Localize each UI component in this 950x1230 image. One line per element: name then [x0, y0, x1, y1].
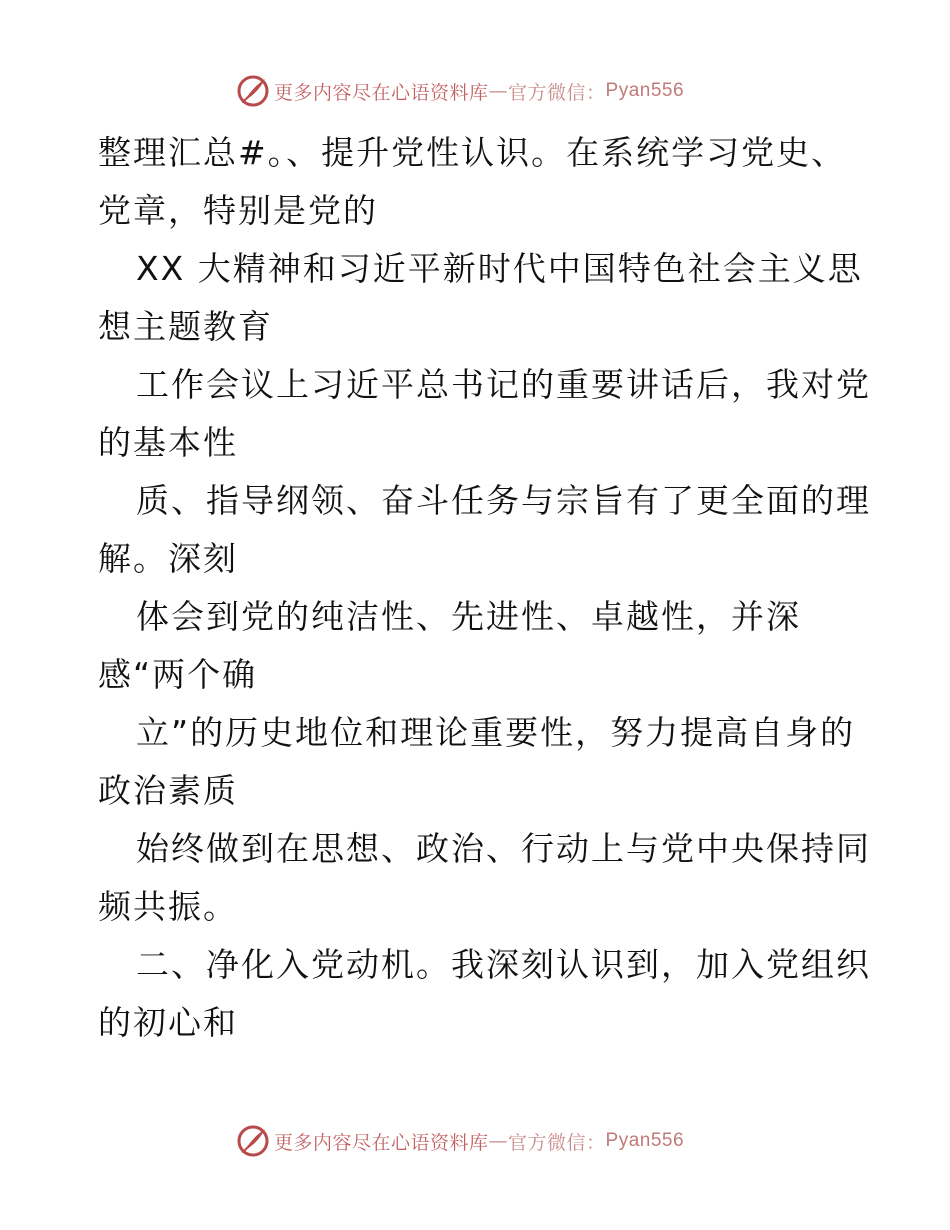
text-line: 的初心和 — [98, 1003, 238, 1042]
text-line: 政治素质 — [98, 771, 238, 810]
watermark-contact-id: Pyan556 — [605, 80, 685, 101]
watermark-separator: — — [488, 1130, 509, 1152]
text-line: 频共振。 — [98, 887, 238, 926]
document-body — [98, 124, 871, 1052]
text-line: 体会到党的纯洁性、先进性、卓越性，并深 — [136, 597, 801, 636]
watermark-brand: 更多内容尽在心语资料库 — [274, 1131, 489, 1154]
text-line: 想主题教育 — [98, 307, 273, 346]
text-line: 质、指导纲领、奋斗任务与宗旨有了更全面的理 — [136, 481, 871, 520]
text-line: XX 大精神和习近平新时代中国特色社会主义思 — [136, 249, 863, 288]
text-line: 感“两个确 — [98, 655, 258, 694]
header-watermark — [236, 74, 684, 108]
text-line: 二、净化入党动机。我深刻认识到，加入党组织 — [136, 945, 871, 984]
text-line: 解。深刻 — [98, 539, 238, 578]
watermark-separator: — — [488, 80, 509, 102]
watermark-contact-label: 官方微信： — [508, 81, 606, 104]
text-line: 始终做到在思想、政治、行动上与党中央保持同 — [136, 829, 871, 868]
watermark-contact-id: Pyan556 — [605, 1130, 685, 1151]
text-line: 工作会议上习近平总书记的重要讲话后，我对党 — [136, 365, 871, 404]
text-line: 党章，特别是党的 — [98, 191, 378, 230]
quill-circle-logo-icon — [236, 1124, 270, 1158]
text-line: 的基本性 — [98, 423, 238, 462]
text-line: 整理汇总#。、提升党性认识。在系统学习党史、 — [98, 133, 847, 172]
watermark-brand: 更多内容尽在心语资料库 — [274, 81, 489, 104]
watermark-contact-label: 官方微信： — [508, 1131, 606, 1154]
quill-circle-logo-icon — [236, 74, 270, 108]
footer-watermark — [236, 1124, 684, 1158]
text-line: 立”的历史地位和理论重要性，努力提高自身的 — [136, 713, 856, 752]
